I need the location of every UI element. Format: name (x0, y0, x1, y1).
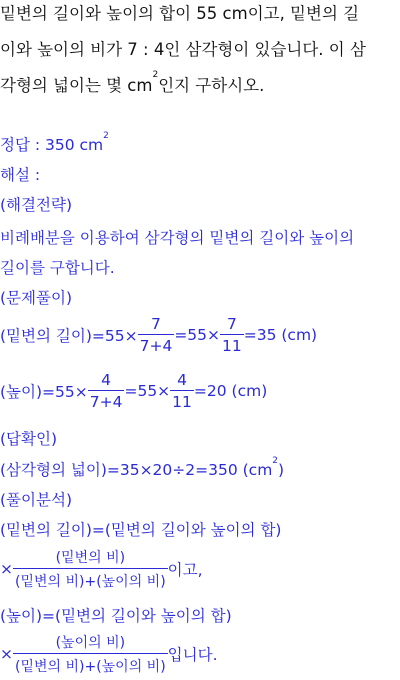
analysis-base-line: (밑변의 길이)=(밑변의 길이와 높이의 합) (0, 521, 282, 539)
check-title: (답확인) (0, 430, 58, 448)
fraction-denominator: 11 (172, 393, 192, 411)
base-eq-mid: =55× (174, 326, 221, 344)
fraction-numerator: 7 (138, 315, 175, 335)
base-eq-fraction-2 (220, 315, 244, 355)
fraction-denominator: (밑변의 비)+(높이의 비) (15, 574, 166, 590)
base-eq-rhs: =35 (cm) (243, 326, 318, 344)
height-eq-lhs: (높이)=55× (0, 383, 88, 401)
fraction-denominator: 7+4 (139, 337, 173, 355)
analysis-base-fraction (13, 547, 168, 591)
strategy-line-2: 길이를 구합니다. (0, 259, 115, 277)
question-line-3 (0, 72, 264, 96)
times-sign: × (0, 560, 13, 578)
base-eq-fraction-1 (138, 315, 175, 355)
area-eq-text: (삼각형의 넓이)=35×20÷2=350 (cm (0, 461, 273, 479)
strategy-line-1: 비례배분을 이용하여 삼각형의 밑변의 길이와 높이의 (0, 229, 355, 247)
analysis-height-fraction (13, 632, 168, 676)
fraction-numerator: 7 (220, 315, 244, 335)
fraction-numerator: 4 (88, 371, 125, 391)
question-line-2: 이와 높이의 비가 7 : 4인 삼각형이 있습니다. 이 삼 (0, 40, 366, 59)
analysis-height-line: (높이)=(밑변의 길이와 높이의 합) (0, 607, 232, 625)
question-line-3-text: 각형의 넓이는 몇 cm (0, 76, 153, 95)
fraction-denominator: 11 (222, 337, 242, 355)
fraction-denominator: 7+4 (89, 393, 123, 411)
height-eq-fraction-2 (170, 371, 194, 411)
times-sign: × (0, 645, 13, 663)
analysis-base-tail: 이고, (167, 561, 203, 579)
base-eq-lhs: (밑변의 길이)=55× (0, 327, 138, 345)
analysis-height-tail: 입니다. (167, 646, 218, 664)
fraction-numerator: (밑변의 비) (13, 547, 168, 569)
height-equation (0, 371, 267, 411)
question-superscript: 2 (152, 70, 159, 80)
solution-title: (문제풀이) (0, 289, 72, 307)
question-line-1: 밑변의 길이와 높이의 합이 55 cm이고, 밑변의 길 (0, 4, 360, 23)
answer-superscript: 2 (103, 131, 109, 141)
area-equation (0, 458, 284, 480)
height-eq-mid: =55× (124, 382, 171, 400)
fraction-numerator: (높이의 비) (13, 632, 168, 654)
base-equation (0, 315, 317, 355)
strategy-title: (해결전략) (0, 196, 72, 214)
area-eq-close: ) (278, 461, 285, 479)
explanation-label: 해설 : (0, 166, 41, 184)
question-line-3-tail: 인지 구하시오. (158, 76, 265, 95)
answer-text: 정답 : 350 cm (0, 136, 104, 154)
height-eq-rhs: =20 (cm) (193, 382, 268, 400)
height-eq-fraction-1 (88, 371, 125, 411)
fraction-numerator: 4 (170, 371, 194, 391)
analysis-height-fraction-row (0, 632, 218, 676)
area-eq-superscript: 2 (272, 456, 279, 466)
fraction-denominator: (밑변의 비)+(높이의 비) (15, 659, 166, 675)
analysis-base-fraction-row (0, 547, 203, 591)
analysis-title: (풀이분석) (0, 491, 72, 509)
answer-line (0, 133, 109, 155)
